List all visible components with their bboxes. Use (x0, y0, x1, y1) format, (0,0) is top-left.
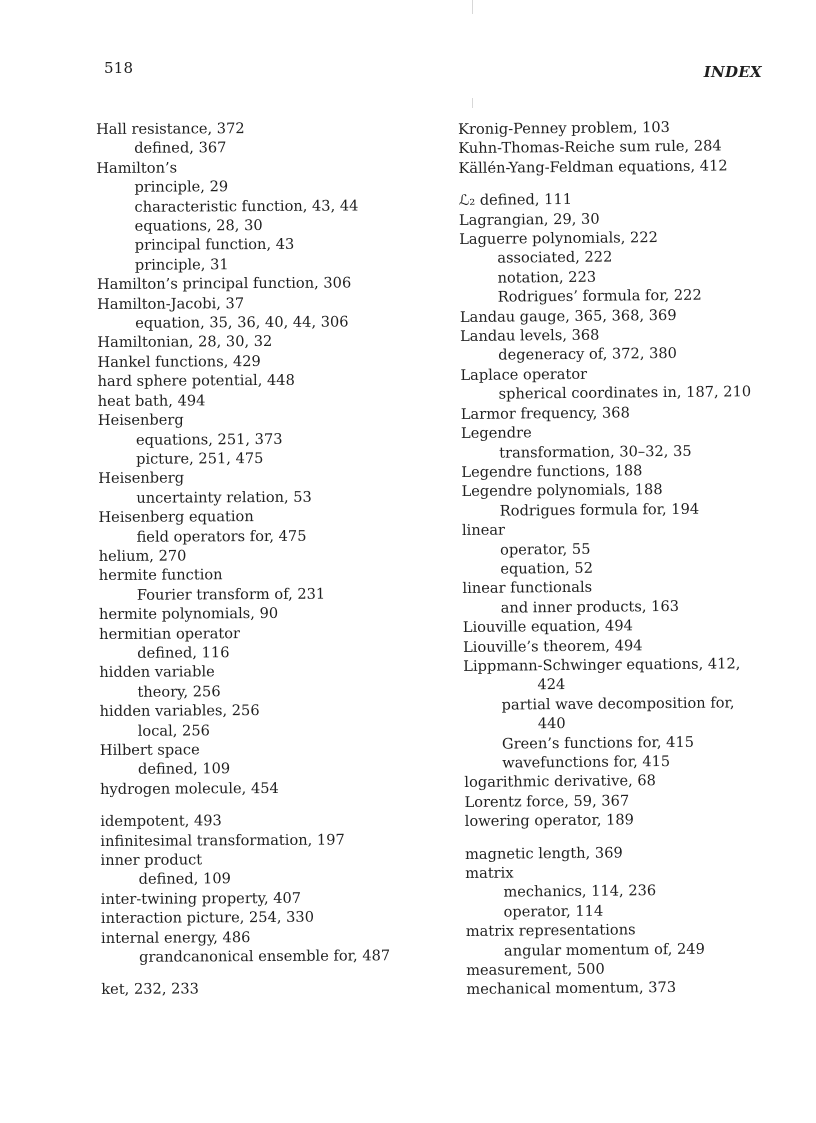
running-head: INDEX (703, 63, 762, 81)
index-entry: Heisenberg equation (98, 508, 254, 527)
index-entry: Liouville equation, 494 (462, 617, 633, 637)
index-subentry: operator, 114 (503, 902, 604, 921)
index-entry: idempotent, 493 (100, 812, 222, 831)
index-entry: Heisenberg (97, 411, 184, 430)
index-entry: Liouville’s theorem, 494 (462, 636, 643, 656)
index-entry: hermite function (98, 566, 223, 585)
index-entry: Laguerre polynomials, 222 (459, 229, 658, 249)
index-entry: linear functionals (462, 579, 593, 598)
index-subentry: principal function, 43 (134, 236, 295, 255)
index-subentry: equations, 28, 30 (134, 217, 263, 235)
index-subentry: angular momentum of, 249 (503, 940, 705, 960)
index-subentry: 424 (537, 676, 566, 694)
index-entry: measurement, 500 (466, 960, 605, 980)
index-entry: Kronig-Penney problem, 103 (458, 118, 671, 138)
index-entry: ℒ₂ defined, 111 (458, 191, 573, 210)
index-subentry: defined, 109 (138, 870, 231, 889)
index-entry: Hamilton’s principal function, 306 (96, 274, 352, 294)
index-subentry: principle, 29 (134, 178, 229, 196)
index-entry: Landau gauge, 365, 368, 369 (459, 306, 677, 326)
index-entry: Hall resistance, 372 (96, 120, 245, 138)
index-subentry: defined, 109 (137, 760, 231, 779)
index-subentry: principle, 31 (134, 256, 229, 274)
index-subentry: grandcanonical ensemble for, 487 (139, 947, 391, 966)
index-subentry: wavefunctions for, 415 (502, 752, 671, 772)
index-subentry: spherical coordinates in, 187, 210 (498, 383, 752, 403)
index-subentry: equation, 52 (500, 559, 594, 578)
index-entry: Hamilton’s (96, 159, 178, 177)
index-entry: hydrogen molecule, 454 (100, 779, 279, 798)
index-entry: hidden variables, 256 (99, 702, 260, 721)
index-entry: inter-twining property, 407 (100, 889, 302, 908)
index-subentry: equations, 251, 373 (135, 430, 283, 449)
index-entry: hermitian operator (99, 624, 241, 643)
index-subentry: Fourier transform of, 231 (136, 585, 326, 604)
index-entry: inner product (100, 851, 203, 870)
index-entry: Landau levels, 368 (459, 326, 600, 346)
index-entry: matrix representations (465, 921, 636, 941)
index-entry: Legendre polynomials, 188 (461, 481, 663, 501)
index-entry: matrix (465, 864, 514, 882)
index-entry: magnetic length, 369 (464, 844, 623, 863)
index-entry: infinitesimal transformation, 197 (100, 831, 345, 850)
page-number: 518 (104, 59, 134, 77)
index-subentry: characteristic function, 43, 44 (134, 197, 359, 216)
index-subentry: field operators for, 475 (136, 527, 307, 546)
index-entry: Lagrangian, 29, 30 (458, 210, 600, 229)
index-entry: internal energy, 486 (100, 928, 251, 947)
index-entry: hermite polynomials, 90 (98, 605, 279, 624)
index-entry: Legendre (460, 424, 532, 443)
index-entry: Larmor frequency, 368 (460, 404, 630, 423)
index-entry: Hilbert space (99, 741, 200, 759)
index-subentry: transformation, 30–32, 35 (499, 442, 692, 462)
index-entry: Kuhn-Thomas-Reiche sum rule, 284 (458, 137, 722, 158)
index-subentry: associated, 222 (497, 248, 613, 268)
scan-artifact (472, 98, 473, 108)
index-subentry: defined, 367 (134, 139, 227, 158)
index-subentry: 440 (537, 715, 566, 733)
index-subentry: mechanics, 114, 236 (503, 882, 657, 902)
index-entry: Lippmann-Schwinger equations, 412, (463, 655, 741, 675)
index-subentry: Green’s functions for, 415 (501, 733, 695, 753)
index-entry: interaction picture, 254, 330 (100, 908, 315, 928)
index-entry: Hamiltonian, 28, 30, 32 (97, 333, 273, 352)
index-entry: Källén-Yang-Feldman equations, 412 (458, 157, 728, 177)
index-entry: logarithmic derivative, 68 (464, 772, 656, 792)
index-subentry: partial wave decomposition for, (501, 694, 735, 714)
index-column-right (458, 117, 806, 1000)
index-subentry: picture, 251, 475 (136, 449, 264, 468)
index-entry: hidden variable (99, 663, 215, 682)
index-entry: Legendre functions, 188 (461, 462, 643, 481)
index-entry: mechanical momentum, 373 (466, 979, 677, 999)
index-subentry: Rodrigues formula for, 194 (499, 500, 700, 520)
index-column-left (96, 118, 431, 1000)
index-entry: lowering operator, 189 (464, 811, 635, 831)
index-subentry: equation, 35, 36, 40, 44, 306 (135, 313, 349, 332)
index-subentry: degeneracy of, 372, 380 (498, 345, 678, 365)
index-entry: Hankel functions, 429 (97, 352, 261, 371)
index-entry: heat bath, 494 (97, 392, 206, 410)
index-subentry: uncertainty relation, 53 (136, 488, 312, 507)
index-subentry: operator, 55 (500, 540, 591, 559)
index-entry: Lorentz force, 59, 367 (464, 792, 630, 811)
index-entry: linear (461, 521, 506, 540)
index-entry: Hamilton-Jacobi, 37 (97, 294, 245, 313)
index-entry: ket, 232, 233 (101, 980, 199, 999)
index-subentry: defined, 116 (137, 644, 230, 662)
index-entry: Laplace operator (460, 365, 588, 384)
index-subentry: notation, 223 (497, 268, 597, 287)
index-entry: hard sphere potential, 448 (97, 372, 295, 391)
scan-artifact (472, 0, 473, 14)
index-subentry: and inner products, 163 (500, 597, 680, 617)
index-entry: Heisenberg (98, 469, 185, 488)
index-entry: helium, 270 (98, 547, 187, 565)
index-subentry: local, 256 (137, 721, 210, 740)
index-subentry: Rodrigues’ formula for, 222 (497, 286, 702, 306)
index-subentry: theory, 256 (137, 683, 221, 701)
